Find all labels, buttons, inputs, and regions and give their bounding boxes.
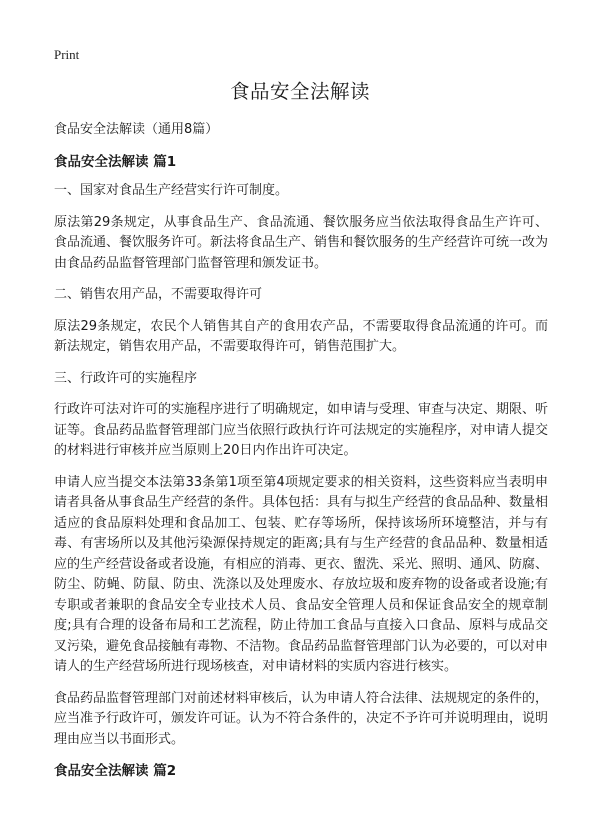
document-title: 食品安全法解读 [229, 80, 370, 103]
point-heading-2: 二、销售农用产品，不需要取得许可 [54, 287, 263, 302]
paragraph: 申请人应当提交本法第33条第1项至第4项规定要求的相关资料，这些资料应当表明申请者具备从事食品生产经营的条件。具体包括：具有与拟生产经营的食品品种、数量相适应的食品原料处理和食品加工、包装、贮存等场所，保持该场所环境整洁，并与有毒、有害场所以及其他污染源保持规定的距离;具有与生产经营的食品品种、数量相适应的生产经营设备或者设施，有相应的消毒、更衣、盥洗、采光、照明、通风、防腐、防尘、防蝇、防鼠、防虫、洗涤以及处理废水、存放垃圾和废弃物的设备或者设施;有专职或者兼职的食品安全专业技术人员、食品安全管理人员和保证食品安全的规章制度;具有合理的设备布局和工艺流程，防止待加工食品与直接入口食品、原料与成品交叉污染，避免食品接触有毒物、不洁物。食品药品监督管理部门认为必要的，可以对申请人的生产经营场所进行现场核查，对申请材料的实质内容进行核实。 [54, 474, 549, 674]
point-heading-3: 三、行政许可的实施程序 [54, 370, 198, 386]
section-heading: 食品安全法解读 篇2 [54, 763, 177, 779]
paragraph: 行政许可法对许可的实施程序进行了明确规定，如申请与受理、审查与决定、期限、听证等。食品药品监督管理部门应当依照行政执行许可法规定的实施程序，对申请人提交的材料进行审核并应当原则上20日内作出许可决定。 [54, 402, 549, 458]
section-heading: 食品安全法解读 篇1 [54, 154, 177, 170]
section-2 [54, 761, 548, 781]
point-heading-1: 一、国家对食品生产经营实行许可制度。 [54, 183, 289, 198]
document-subtitle: 食品安全法解读（通用8篇） [54, 122, 219, 137]
paragraph: 食品药品监督管理部门对前述材料审核后，认为申请人符合法律、法规规定的条件的，应当准予行政许可，颁发许可证。认为不符合条件的，决定不予许可并说明理由，说明理由应当以书面形式。 [54, 690, 549, 747]
print-label: Print [54, 47, 80, 62]
document-body [54, 120, 548, 790]
paragraph: 原法第29条规定，从事食品生产、食品流通、餐饮服务应当依法取得食品生产许可、食品流通、餐饮服务许可。新法将食品生产、销售和餐饮服务的生产经营许可统一改为由食品药品监督管理部门监督管理和颁发证书。 [54, 214, 549, 271]
section-1 [54, 152, 548, 750]
paragraph: 原法29条规定，农民个人销售其自产的食用农产品，不需要取得食品流通的许可。而新法规定，销售农用产品，不需要取得许可，销售范围扩大。 [54, 318, 548, 354]
